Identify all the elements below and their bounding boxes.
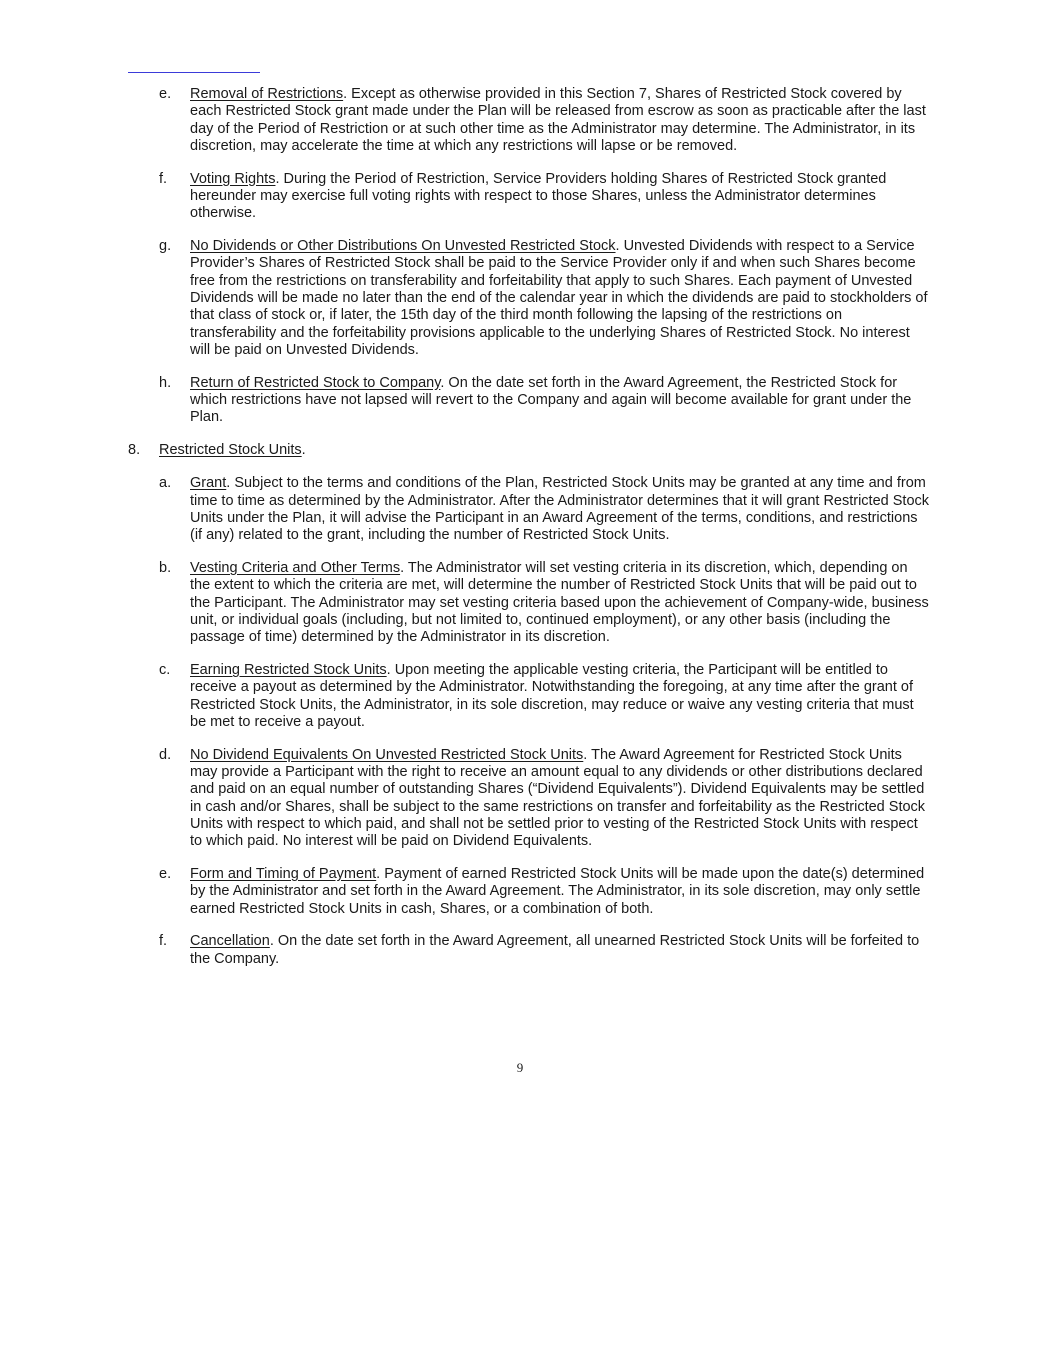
clause-heading: Return of Restricted Stock to Company [190, 374, 441, 391]
clause-text: . On the date set forth in the Award Agreement, the Restricted Stock for which restrictions have not lapsed will revert to the Company and again will become available for grant under the Plan. [190, 374, 912, 426]
clause-heading: No Dividends or Other Distributions On Unvested Restricted Stock [190, 238, 616, 255]
clause-marker: e. [159, 865, 172, 882]
clause-text: . On the date set forth in the Award Agreement, all unearned Restricted Stock Units will be forfeited to the Company. [190, 933, 920, 967]
clause-8b [0, 560, 930, 646]
clause-text: . Payment of earned Restricted Stock Units will be made upon the date(s) determined by the Administrator and set forth in the Award Agreement. The Administrator, in its sole discretion, may only settle earned Restricted Stock Units in cash, Shares, or a combination of both. [190, 865, 925, 917]
clause-heading: Cancellation [190, 933, 270, 950]
clause-marker: c. [159, 662, 171, 679]
clause-7f [0, 171, 930, 223]
clause-7g [0, 238, 930, 359]
clause-7e [0, 86, 930, 155]
clause-8f [0, 933, 930, 968]
clause-heading: Removal of Restrictions [190, 86, 344, 102]
clause-text: . Unvested Dividends with respect to a Service Provider’s Shares of Restricted Stock shall be paid to the Service Provider only if and when such Shares become free from the restrictions on transferability and forfeitability that apply to such Shares. Each payment of Unvested Dividends will be made no later than the end of the calendar year in which the dividends are paid to stockholders of that class of stock or, if later, the 15th day of the third month following the lapsing of the restrictions on transferability and the forfeitability provisions applicable to the underlying Shares of Restricted Stock. No interest will be paid on Unvested Dividends. [190, 238, 928, 358]
clause-text: . During the Period of Restriction, Service Providers holding Shares of Restricted Stock granted hereunder may exercise full voting rights with respect to those Shares, unless the Administrator determines otherwise. [190, 170, 887, 222]
clause-marker: g. [159, 238, 172, 255]
clause-heading: Form and Timing of Payment [190, 865, 377, 882]
clause-heading: Earning Restricted Stock Units [190, 662, 387, 679]
clause-marker: d. [159, 746, 172, 763]
clause-8d [0, 747, 930, 851]
clause-text: . The Award Agreement for Restricted Stock Units may provide a Participant with the right to receive an amount equal to any dividends or other distributions declared and paid on an equal number of outstanding Shares (“Dividend Equivalents”). Dividend Equivalents may be settled in cash and/or Shares, shall be subject to the same restrictions on transfer and forfeitability as the Restricted Stock Units with respect to which paid, and shall not be settled prior to vesting of the Restricted Stock Units with respect to which paid. No interest will be paid on Dividend Equivalents. [190, 746, 926, 850]
clause-marker: h. [159, 374, 172, 391]
header-link-rule [128, 72, 260, 73]
clause-text: . Except as otherwise provided in this Section 7, Shares of Restricted Stock covered by each Restricted Stock grant made under the Plan will be released from escrow as soon as practicable after the last day of the Period of Restriction or at such other time as the Administrator may determine. The Administrator, in its discretion, may accelerate the time at which any restrictions will lapse or be removed. [190, 86, 926, 154]
clause-marker: e. [159, 86, 172, 102]
section-8-heading [0, 442, 1055, 459]
clause-text: . Upon meeting the applicable vesting criteria, the Participant will be entitled to receive a payout as determined by the Administrator. Notwithstanding the foregoing, at any time after the grant of Restricted Stock Units, the Administrator, in its sole discretion, may reduce or waive any vesting criteria that must be met to receive a payout. [190, 662, 914, 730]
document-body [0, 86, 1055, 983]
clause-heading: Voting Rights [190, 170, 276, 187]
clause-marker: f. [159, 170, 168, 187]
clause-8c [0, 662, 930, 731]
section-marker: 8. [128, 442, 141, 459]
clause-8e [0, 866, 930, 918]
page-number: 9 [516, 1060, 524, 1075]
section-title-suffix: . [301, 442, 306, 459]
clause-heading: No Dividend Equivalents On Unvested Restricted Stock Units [190, 746, 584, 763]
clause-text: . Subject to the terms and conditions of the Plan, Restricted Stock Units may be granted at any time and from time to time as determined by the Administrator. After the Administrator determines that it will grant Restricted Stock Units under the Plan, it will advise the Participant in an Award Agreement of the terms, conditions, and restrictions (if any) related to the grant, including the number of Restricted Stock Units. [190, 475, 930, 544]
clause-marker: f. [159, 933, 168, 950]
section-title: Restricted Stock Units [159, 442, 302, 459]
clause-text: . The Administrator will set vesting criteria in its discretion, which, depending on the extent to which the criteria are met, will determine the number of Restricted Stock Units that will be paid out to the Participant. The Administrator may set vesting criteria based upon the achievement of Company-wide, business unit, or individual goals (including, but not limited to, continued employment), or any other basis (including the passage of time) determined by the Administrator in its discretion. [190, 560, 929, 646]
clause-heading: Grant [190, 475, 227, 492]
clause-7h [0, 375, 930, 427]
clause-heading: Vesting Criteria and Other Terms [190, 560, 401, 577]
clause-marker: a. [159, 475, 172, 492]
clause-marker: b. [159, 560, 172, 577]
clause-8a [0, 475, 930, 544]
